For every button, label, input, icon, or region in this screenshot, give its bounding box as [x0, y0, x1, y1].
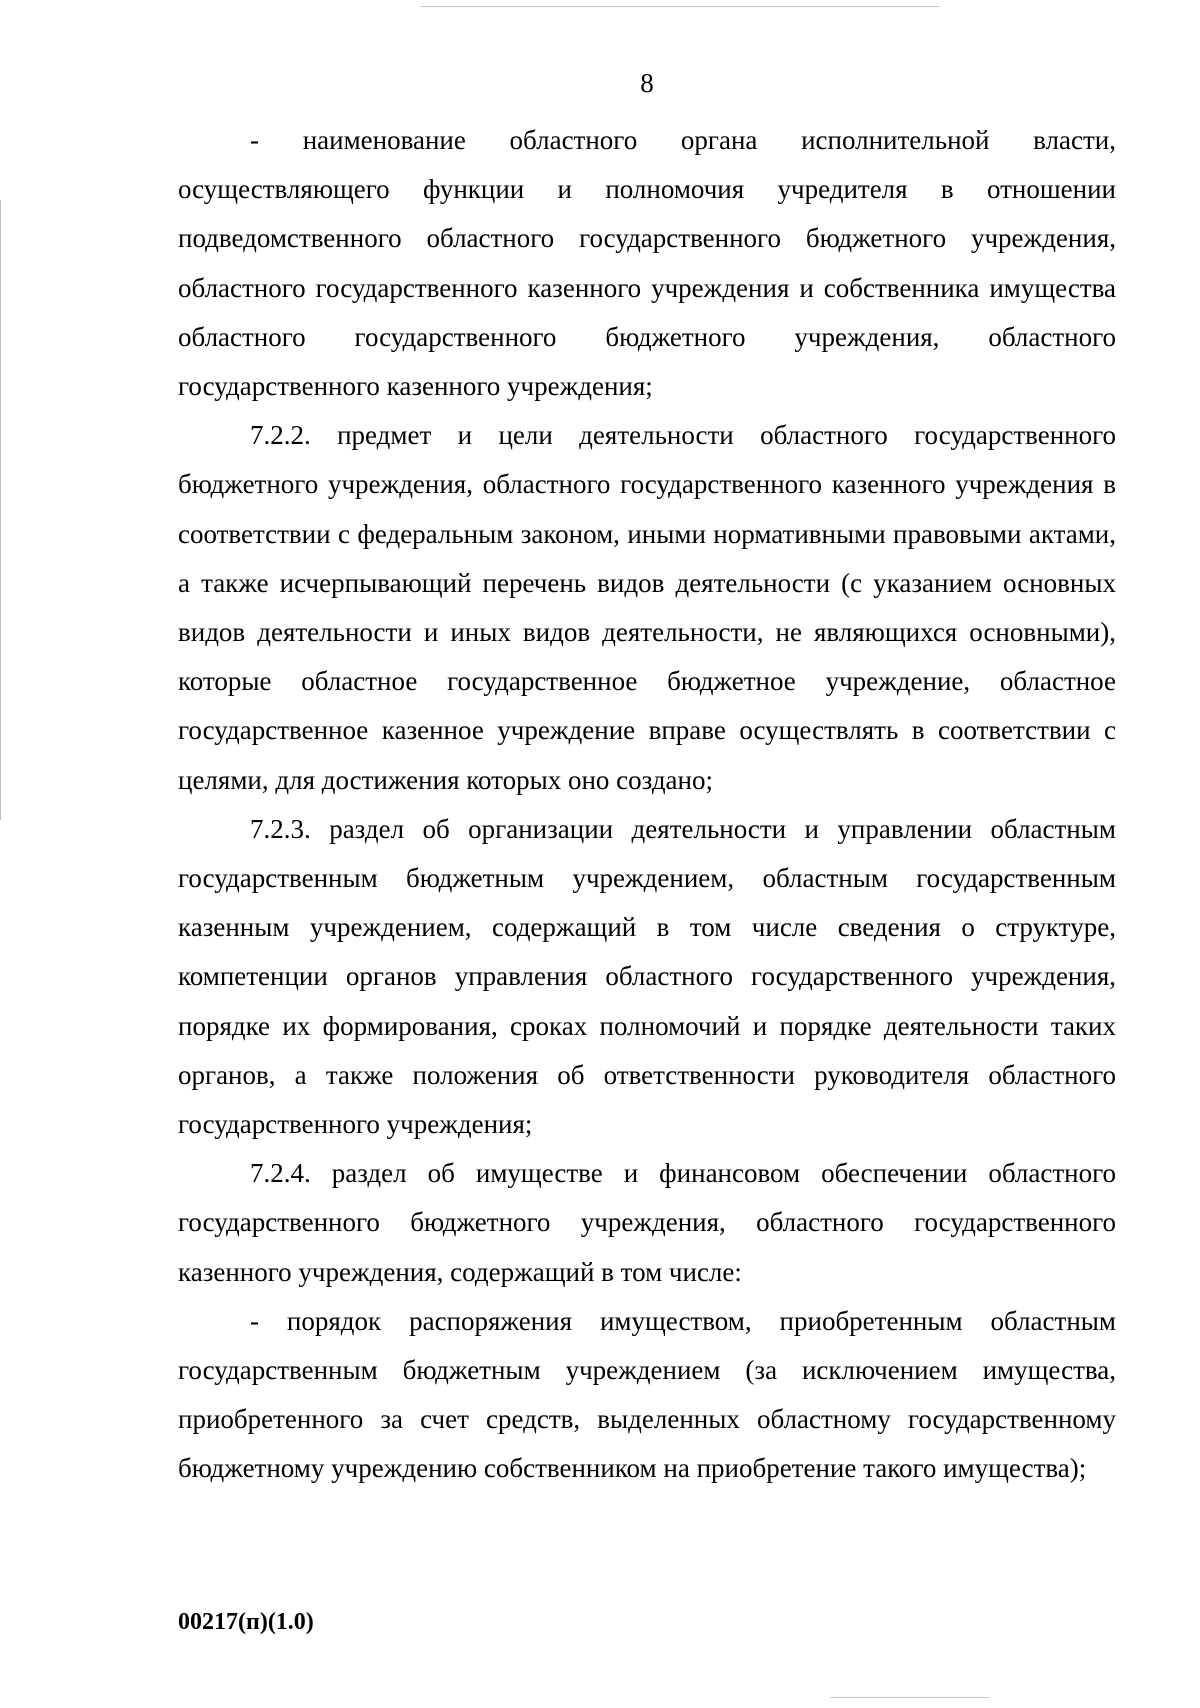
paragraph-7-2-3: 7.2.3. раздел об организации деятельности и управлении областным государственным бюджетным учреждением, областным государственным казенным учреждением, содержащий в том числе сведения о структуре, компетенции органов управления областного государственного учреждения, порядке их формирования, сроках полномочий и порядке деятельности таких органов, а также положения об ответственности руководителя областного государственного учреждения;	[178, 813, 1116, 1140]
document-code: 00217(п)(1.0)	[178, 1609, 314, 1635]
scan-artifact-top	[420, 6, 940, 7]
paragraph-7-2-4: 7.2.4. раздел об имуществе и финансовом обеспечении областного государственного бюджетного учреждения, областного государственного казенного учреждения, содержащий в том числе:	[178, 1158, 1116, 1287]
paragraph-founder-body: - наименование областного органа исполнительной власти, осуществляющего функции и полномочия учредителя в отношении подведомственного областного государственного бюджетного учреждения, областного государственного казенного учреждения и собственника имущества областного государственного бюджетного учреждения, областного государственного казенного учреждения;	[178, 125, 1116, 402]
paragraph-7-2-2: 7.2.2. предмет и цели деятельности областного государственного бюджетного учреждения, областного государственного казенного учреждения в соответствии с федеральным законом, иными нормативными правовыми актами, а также исчерпывающий перечень видов деятельности (с указанием основных видов деятельности и иных видов деятельности, не являющихся основными), которые областное государственное бюджетное учреждение, областное государственное казенное учреждение вправе осуществлять в соответствии с целями, для достижения которых оно создано;	[178, 420, 1116, 795]
scan-artifact-bottom	[830, 1697, 990, 1698]
scan-artifact-left-edge	[0, 200, 1, 820]
page-number: 8	[640, 68, 654, 98]
paragraph-property-disposal: - порядок распоряжения имуществом, приобретенным областным государственным бюджетным учреждением (за исключением имущества, приобретенного за счет средств, выделенных областному государственному бюджетному учреждению собственником на приобретение такого имущества);	[178, 1305, 1116, 1484]
document-body	[178, 116, 1116, 1494]
